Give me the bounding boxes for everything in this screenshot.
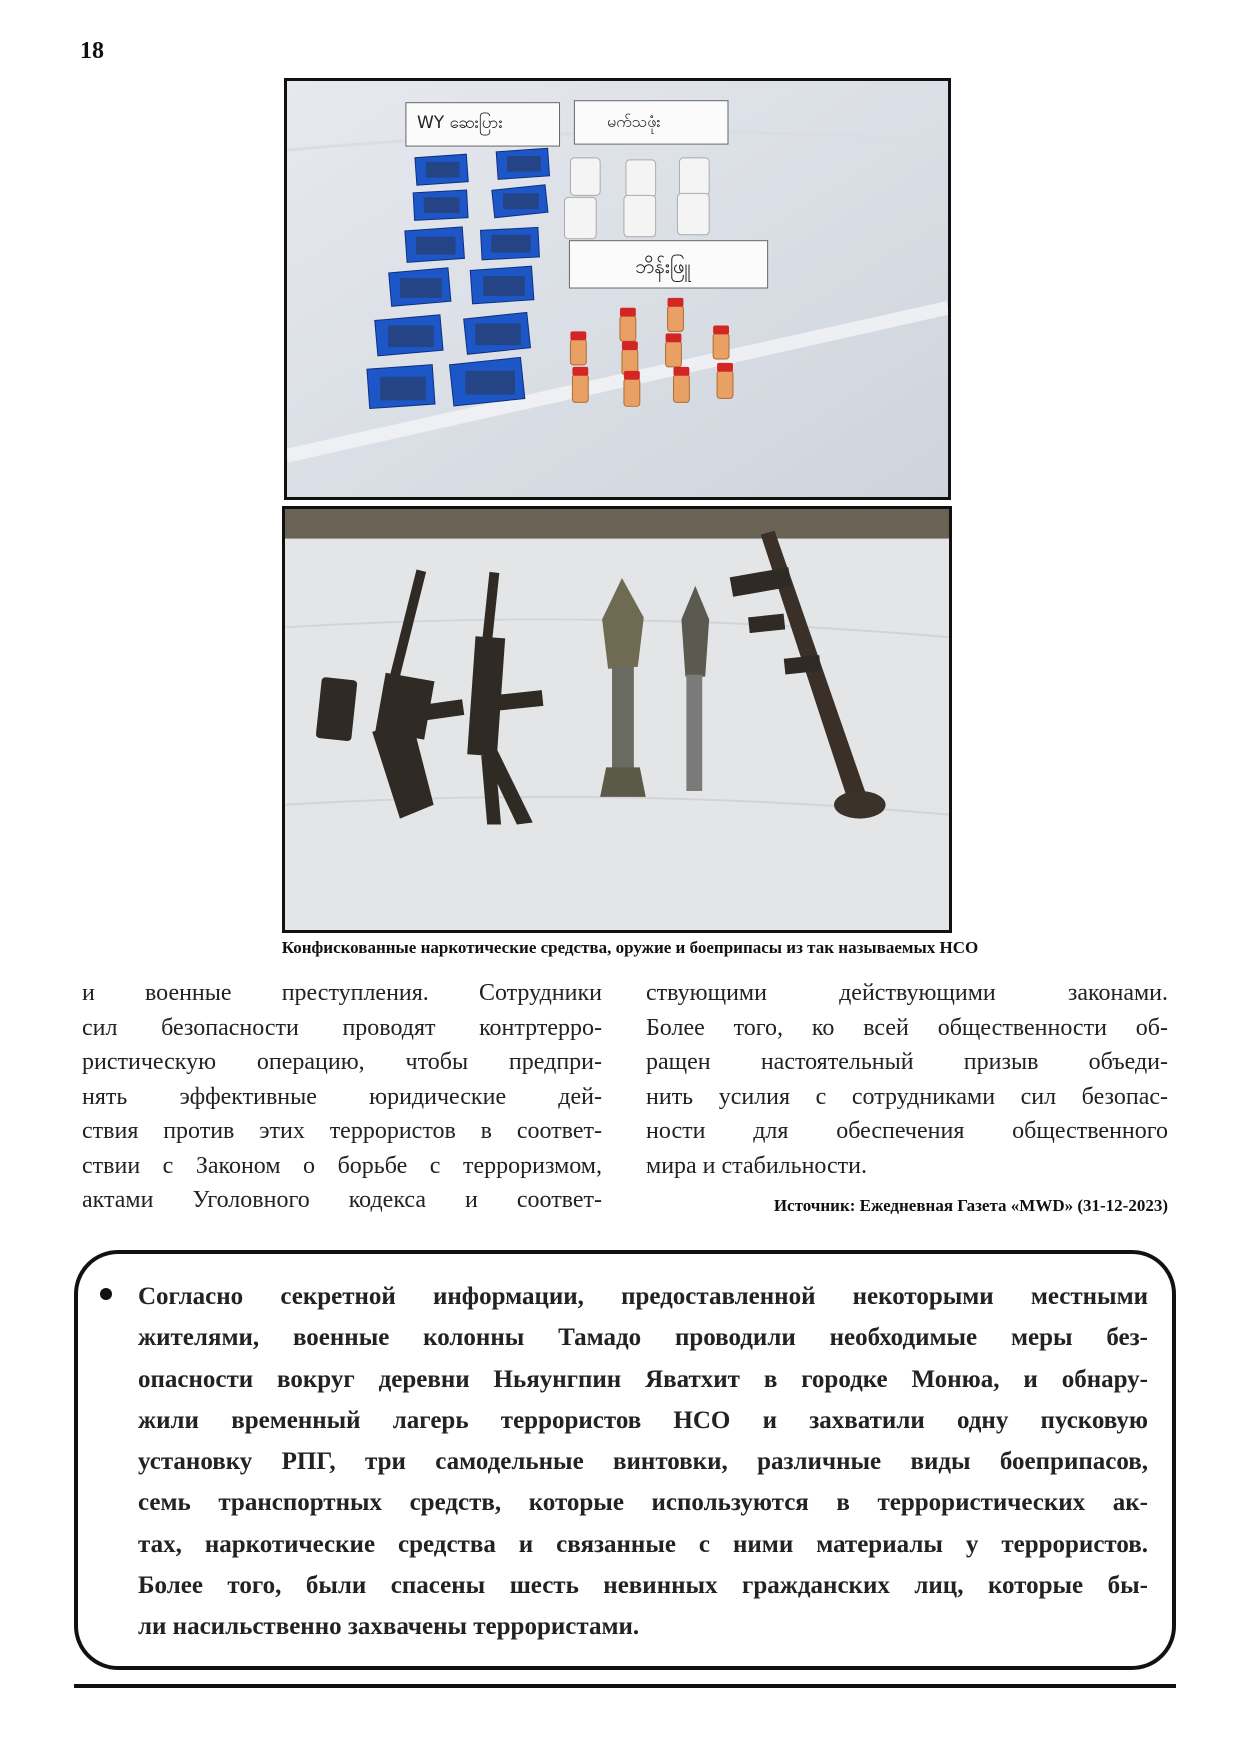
label-heroin: ဘိန်းဖြူ	[635, 254, 691, 278]
text-line: ристическую операцию, чтобы предпри-	[82, 1049, 602, 1075]
article-column-left	[82, 976, 602, 1218]
text-line: Более того, ко всей общественности об-	[646, 1014, 1168, 1041]
label-pill-jars: မက်သဖုံး	[607, 112, 661, 131]
drugs-photo-illustration	[287, 81, 948, 497]
source-citation: Источник: Ежедневная Газета «MWD» (31-12-2023)	[773, 1196, 1168, 1215]
text-line: ствии с Законом о борьбе с терроризмом,	[82, 1152, 602, 1179]
text-line: семь транспортных средств, которые используются в террористических ак-	[138, 1489, 1148, 1517]
text-line: Согласно секретной информации, предоставленной некоторыми местными	[138, 1283, 1148, 1310]
text-line: жили временный лагерь террористов НСО и захватили одну пусковую	[138, 1406, 1148, 1434]
text-line: и военные преступления. Сотрудники	[82, 980, 602, 1006]
text-line: ности для обеспечения общественного	[646, 1118, 1168, 1144]
text-line: жителями, военные колонны Тамадо проводили необходимые меры без-	[138, 1324, 1148, 1352]
bottom-rule	[74, 1684, 1176, 1688]
text-line: ли насильственно захвачены террористами.	[138, 1613, 640, 1641]
bullet-icon	[100, 1288, 112, 1300]
weapons-photo-illustration	[285, 509, 949, 930]
text-line: Более того, были спасены шесть невинных гражданских лиц, которые бы-	[138, 1572, 1148, 1600]
text-line: сил безопасности проводят контртерро-	[82, 1014, 602, 1041]
text-line: нить усилия с сотрудниками сил безопас-	[646, 1083, 1168, 1110]
text-line: опасности вокруг деревни Ньяунгпин Яватхит в городке Монюа, и обнару-	[138, 1365, 1148, 1393]
photo-caption: Конфискованные наркотические средства, оружие и боеприпасы из так называемых НСО	[281, 938, 979, 957]
photo-confiscated-weapons	[282, 506, 952, 933]
article-column-right	[646, 976, 1168, 1183]
page-number: 18	[80, 38, 104, 64]
highlight-box-text	[138, 1276, 1148, 1648]
text-line: тах, наркотические средства и связанные с ними материалы у террористов.	[138, 1530, 1148, 1558]
text-line: ствия против этих террористов в соответ-	[82, 1118, 602, 1144]
photo-confiscated-drugs	[284, 78, 951, 500]
text-line: установку РПГ, три самодельные винтовки, различные виды боеприпасов,	[138, 1448, 1148, 1476]
text-line: мира и стабильности.	[646, 1152, 868, 1179]
label-wy-tablets: WY ဆေးပြား	[417, 113, 503, 133]
text-line: актами Уголовного кодекса и соответ-	[82, 1187, 602, 1213]
text-line: ращен настоятельный призыв объеди-	[646, 1049, 1168, 1075]
text-line: ствующими действующими законами.	[646, 980, 1168, 1006]
text-line: нять эффективные юридические дей-	[82, 1083, 602, 1110]
